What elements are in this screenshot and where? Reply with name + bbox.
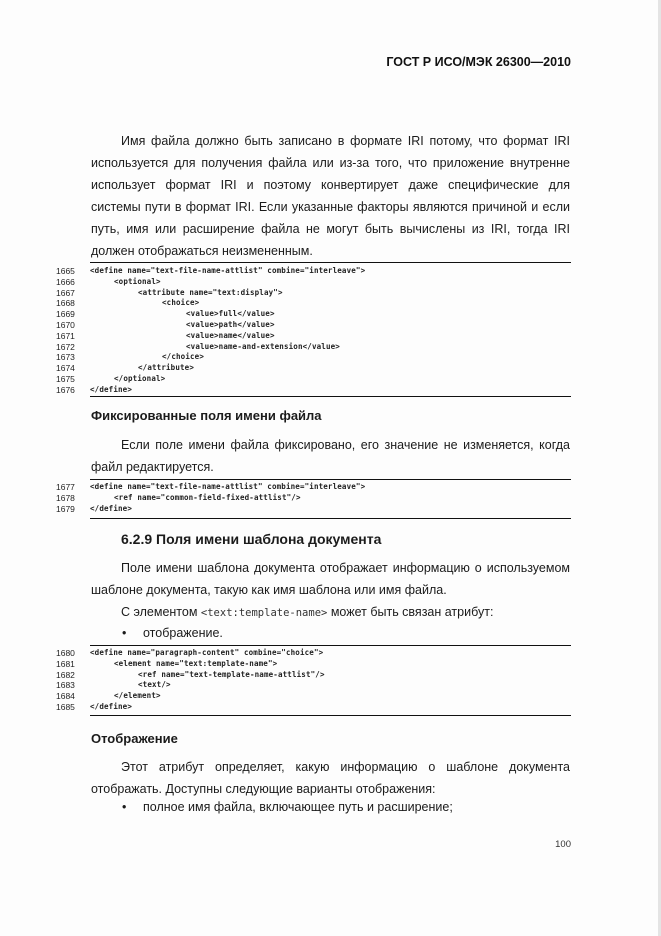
line-number: 1681 (56, 658, 75, 669)
code-text: </optional> (114, 374, 166, 383)
display-paragraph (91, 756, 570, 800)
element-code: <text:template-name> (200, 607, 328, 619)
code-text: </choice> (162, 352, 204, 362)
code-text: </attribute> (138, 363, 194, 373)
code-text: <value>name-and-extension</value> (186, 341, 340, 351)
code-text: <define name="paragraph-content" combine="choice"> (90, 648, 324, 657)
code-block-1-bottom-rule (90, 396, 571, 397)
attribute-sentence-before: С элементом (121, 605, 201, 619)
attr-bullet-marker: • (122, 626, 127, 640)
fixed-fields-paragraph-text: Если поле имени файла фиксировано, его значение не изменяется, когда файл редактируется. (91, 438, 570, 474)
line-number: 1667 (56, 287, 75, 298)
code-block-3-bottom-rule (90, 715, 571, 716)
line-number: 1677 (56, 482, 75, 492)
display-heading: Отображение (91, 731, 178, 746)
code-text: </define> (90, 702, 132, 711)
line-number: 1684 (56, 691, 75, 702)
intro-paragraph (91, 130, 570, 262)
code-text: <optional> (114, 276, 161, 286)
code-block-3-top-rule (90, 645, 571, 646)
line-number: 1670 (56, 320, 75, 330)
display-bullet-text: полное имя файла, включающее путь и расширение; (143, 800, 453, 814)
code-text: <value>full</value> (186, 309, 275, 319)
code-block-2-top-rule (90, 479, 571, 480)
line-number: 1682 (56, 669, 75, 680)
line-number: 1676 (56, 384, 75, 395)
code-text: <text/> (138, 680, 171, 690)
code-text: <choice> (162, 298, 200, 308)
attribute-sentence (91, 601, 570, 624)
attribute-sentence-after: может быть связан атрибут: (327, 605, 494, 619)
code-text: <attribute name="text:display"> (138, 287, 283, 297)
line-number: 1671 (56, 330, 75, 341)
document-code-header: ГОСТ Р ИСО/МЭК 26300—2010 (386, 55, 571, 69)
code-block-1-top-rule (90, 262, 571, 263)
section-heading: 6.2.9 Поля имени шаблона документа (121, 531, 382, 547)
line-number: 1666 (56, 276, 75, 287)
code-text: <ref name="text-template-name-attlist"/> (138, 669, 325, 679)
line-number: 1668 (56, 298, 75, 309)
code-text: </element> (114, 691, 161, 701)
attr-bullet-text: отображение. (143, 626, 223, 640)
display-bullet-marker: • (122, 800, 127, 814)
section-paragraph-text: Поле имени шаблона документа отображает информацию о используемом шаблоне документа, такую как имя шаблона или имя файла. (91, 561, 570, 597)
line-number: 1680 (56, 648, 75, 658)
line-number: 1679 (56, 503, 75, 514)
line-number: 1683 (56, 680, 75, 691)
code-text: <define name="text-file-name-attlist" combine="interleave"> (90, 482, 366, 491)
code-text: </define> (90, 503, 132, 513)
code-text: <value>path</value> (186, 320, 275, 329)
display-paragraph-text: Этот атрибут определяет, какую информацию о шаблоне документа отображать. Доступны следующие варианты отображения: (91, 760, 570, 796)
line-number: 1665 (56, 266, 75, 276)
line-number: 1674 (56, 363, 75, 374)
intro-paragraph-text: Имя файла должно быть записано в формате IRI потому, что формат IRI используется для получения файла или из-за того, что приложение внутренне использует формат IRI и поэтому конвертирует даже специфические для системы пути в формат IRI. Если указанные факторы являются причиной и если путь, имя или расширение файла не могут быть вычислены из IRI, тогда IRI должен отображаться неизмененным. (91, 134, 570, 258)
line-number: 1675 (56, 374, 75, 384)
line-number: 1678 (56, 492, 75, 503)
line-number: 1669 (56, 309, 75, 320)
section-paragraph (91, 557, 570, 601)
code-block-2-bottom-rule (90, 518, 571, 519)
code-text: <ref name="common-field-fixed-attlist"/> (114, 492, 301, 502)
fixed-fields-paragraph (91, 434, 570, 478)
line-number: 1672 (56, 341, 75, 352)
line-number: 1673 (56, 352, 75, 363)
code-text: <define name="text-file-name-attlist" combine="interleave"> (90, 266, 366, 275)
line-number: 1685 (56, 702, 75, 712)
code-text: </define> (90, 384, 132, 394)
code-text: <element name="text:template-name"> (114, 658, 278, 668)
fixed-fields-heading: Фиксированные поля имени файла (91, 408, 322, 423)
page-number: 100 (555, 839, 571, 850)
code-text: <value>name</value> (186, 330, 275, 340)
